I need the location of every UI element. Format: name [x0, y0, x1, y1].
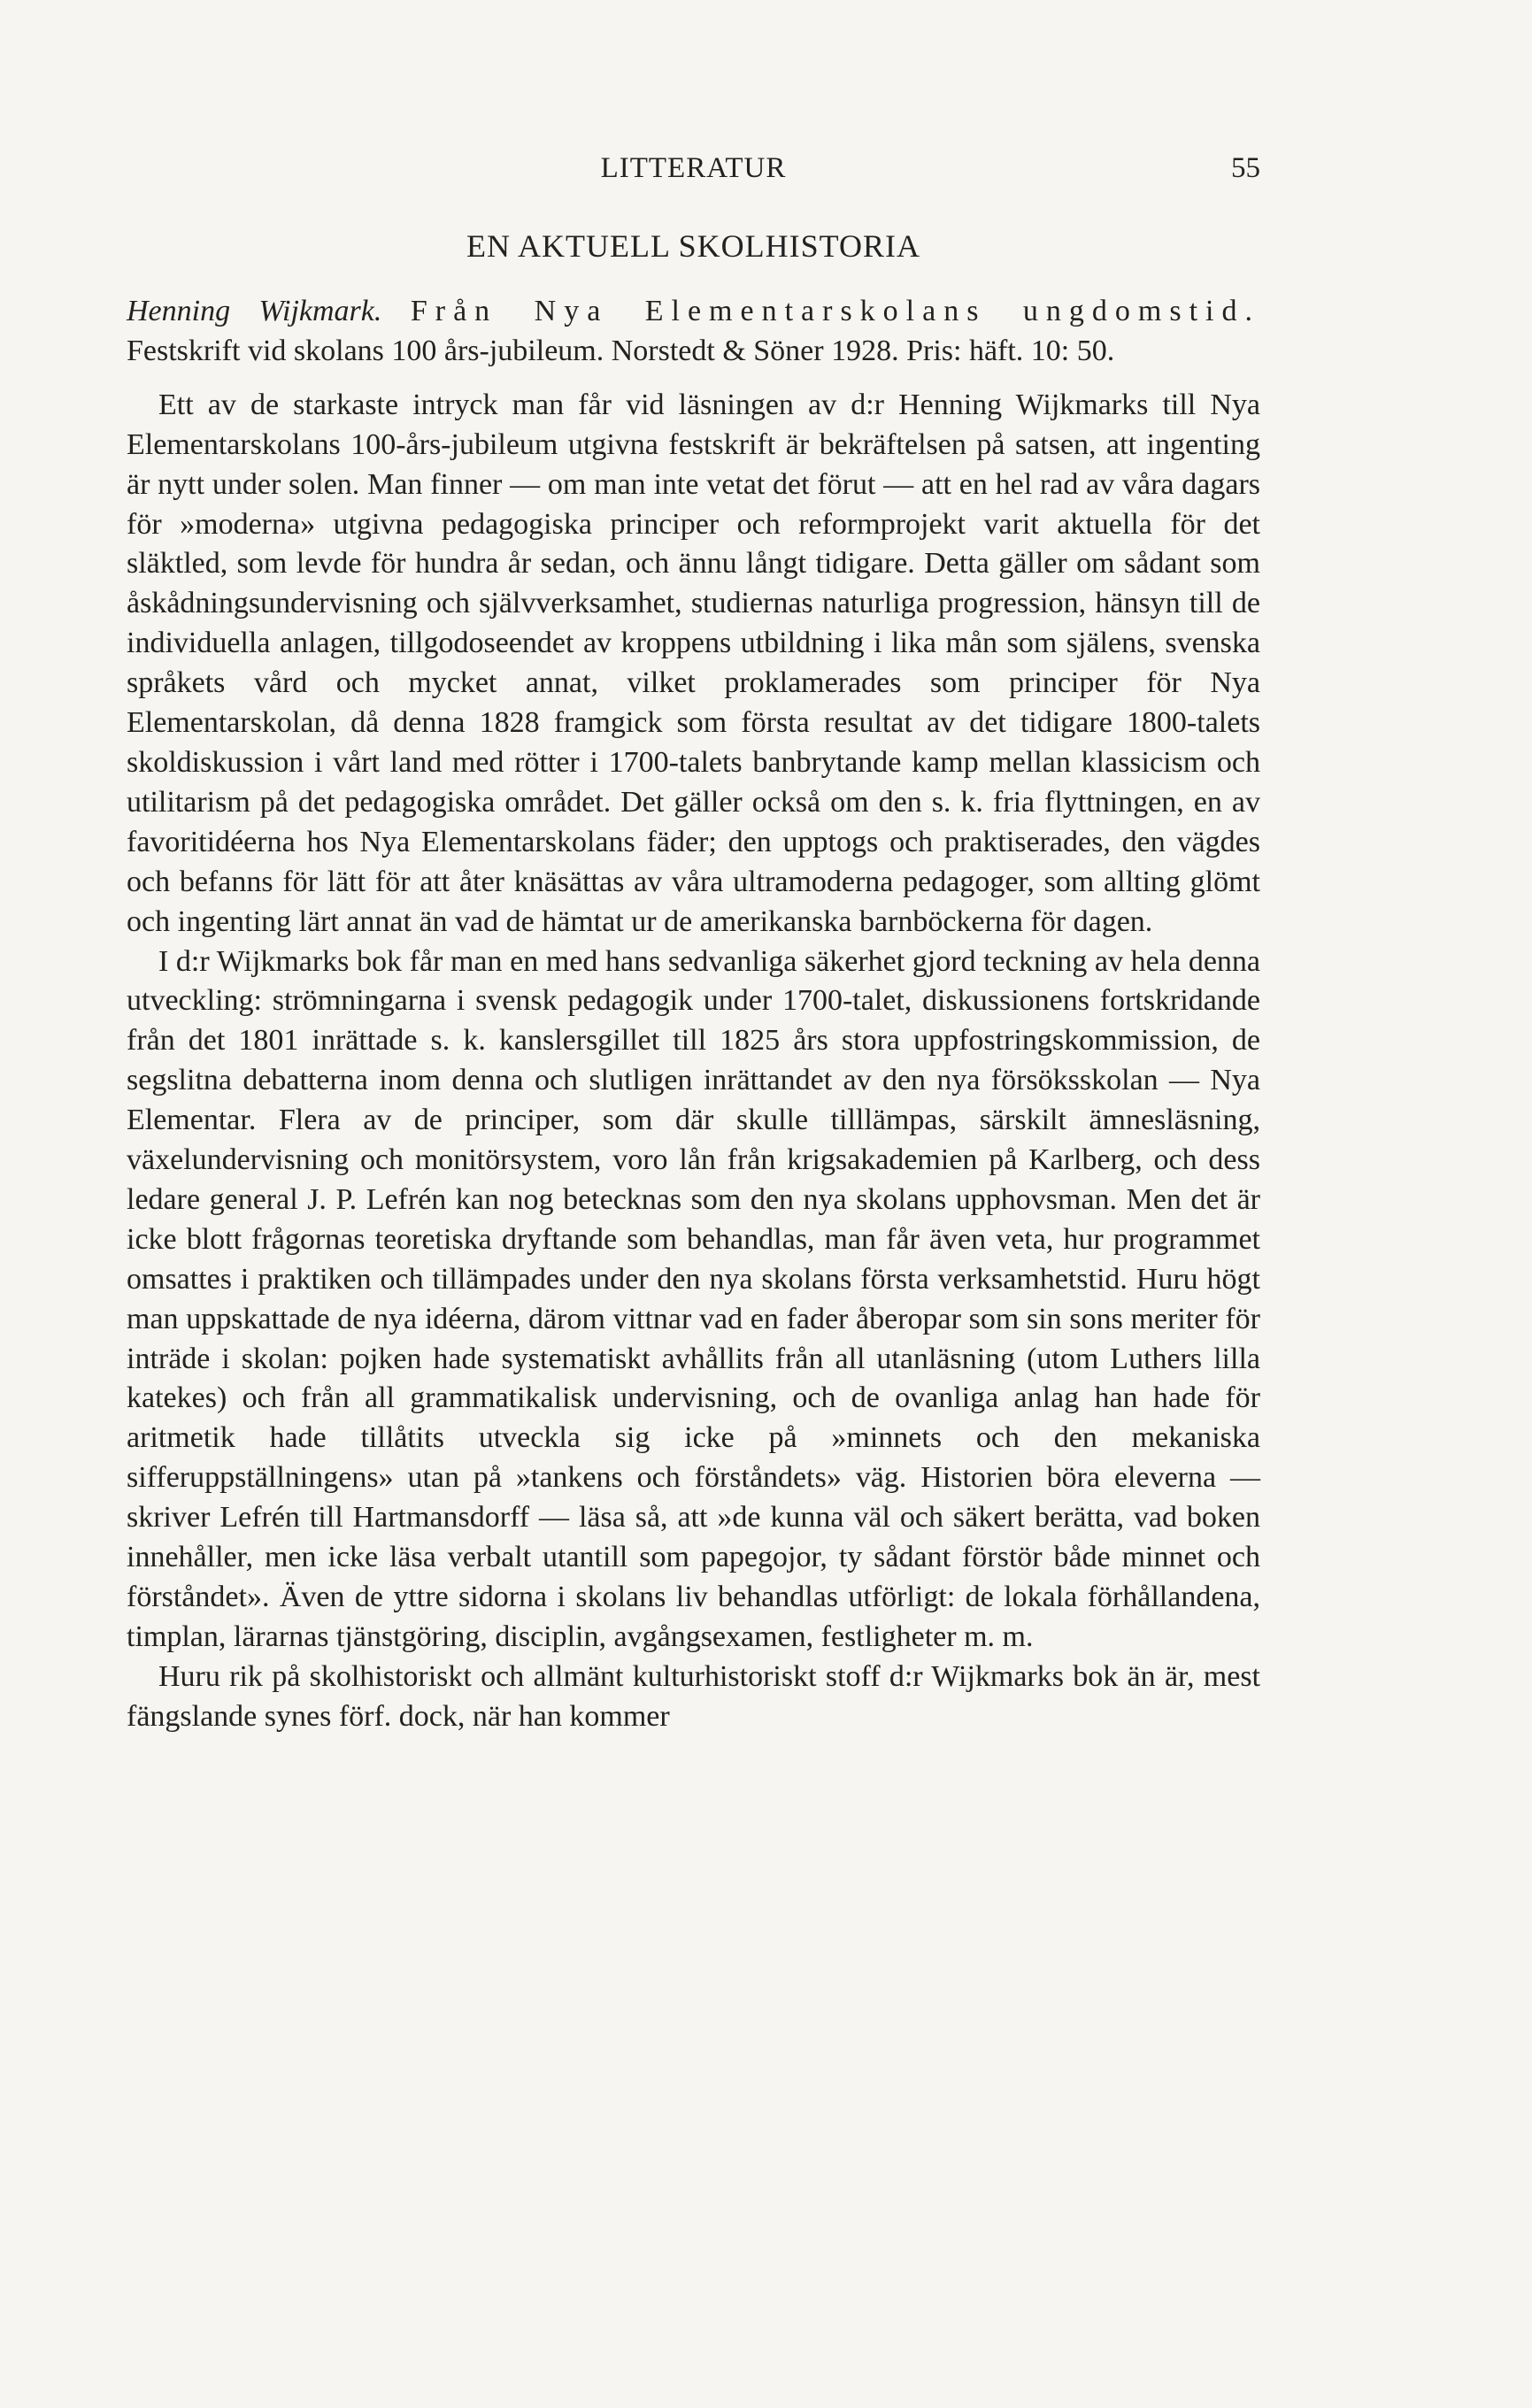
book-citation — [127, 292, 1260, 372]
citation-book-title: Från Nya Elementarskolans ungdomstid. — [410, 295, 1260, 327]
citation-author: Henning Wijkmark. — [127, 295, 382, 327]
page-number: 55 — [1231, 152, 1260, 184]
running-head: LITTERATUR — [600, 152, 787, 184]
article-title: EN AKTUELL SKOLHISTORIA — [466, 228, 920, 264]
article-body — [127, 292, 1260, 1737]
paragraph-3: Huru rik på skolhistoriskt och allmänt kulturhistoriskt stoff d:r Wijkmarks bok än är, mest fängslande synes förf. dock, när han kommer — [127, 1659, 1260, 1733]
paragraph-1: Ett av de starkaste intryck man får vid läsningen av d:r Henning Wijkmarks till Nya Elementarskolans 100-års-jubileum utgivna festskrift är bekräftelsen på satsen, att ingenting är nytt under solen. Man finner — om man inte vetat det förut — att en hel rad av våra dagars för »moderna» utgivna pedagogiska principer och reformprojekt varit aktuella för det släktled, som levde för hundra år sedan, och ännu långt tidigare. Detta gäller om sådant som åskådningsundervisning och självverksamhet, studiernas naturliga progression, hänsyn till de individuella anlagen, tillgodoseendet av kroppens utbildning i lika mån som själens, svenska språkets vård och mycket annat, vilket proklamerades som principer för Nya Elementarskolan, då denna 1828 framgick som första resultat av det tidigare 1800-talets skoldiskussion i vårt land med rötter i 1700-talets banbrytande kamp mellan klassicism och utilitarism på det pedagogiska området. Det gäller också om den s. k. fria flyttningen, en av favoritidéerna hos Nya Elementarskolans fäder; den upptogs och praktiserades, den vägdes och befanns för lätt för att åter knäsättas av våra ultramoderna pedagoger, som allting glömt och ingenting lärt annat än vad de hämtat ur de amerikanska barnböckerna för dagen. — [127, 388, 1260, 938]
citation-details: Festskrift vid skolans 100 års-jubileum. Norstedt & Söner 1928. Pris: häft. 10: 50. — [127, 334, 1115, 367]
paragraph-2: I d:r Wijkmarks bok får man en med hans sedvanliga säkerhet gjord teckning av hela denna utveckling: strömningarna i svensk pedagogik under 1700-talet, diskussionens fortskridande från det 1801 inrättade s. k. kanslersgillet till 1825 års stora uppfostringskommission, de segslitna debatterna inom denna och slutligen inrättandet av den nya försöksskolan — Nya Elementar. Flera av de principer, som där skulle tilllämpas, särskilt ämnesläsning, växelundervisning och monitörsystem, voro lån från krigsakademien på Karlberg, och dess ledare general J. P. Lefrén kan nog betecknas som den nya skolans upphovsman. Men det är icke blott frågornas teoretiska dryftande som behandlas, man får även veta, hur programmet omsattes i praktiken och tillämpades under den nya skolans första verksamhetstid. Huru högt man uppskattade de nya idéerna, därom vittnar vad en fader åberopar som sin sons meriter för inträde i skolan: pojken hade systematiskt avhållits från all utanläsning (utom Luthers lilla katekes) och från all grammatikalisk undervisning, och de ovanliga anlag han hade för aritmetik hade tillåtits utveckla sig icke på »minnets och den mekaniska sifferuppställningens» utan på »tankens och förståndets» väg. Historien böra eleverna — skriver Lefrén till Hartmansdorff — läsa så, att »de kunna väl och säkert berätta, vad boken innehåller, men icke läsa verbalt utantill som papegojor, ty sådant förstör både minnet och förståndet». Även de yttre sidorna i skolans liv behandlas utförligt: de lokala förhållandena, timplan, lärarnas tjänstgöring, disciplin, avgångsexamen, festligheter m. m. — [127, 944, 1260, 1653]
page-header — [127, 152, 1260, 196]
